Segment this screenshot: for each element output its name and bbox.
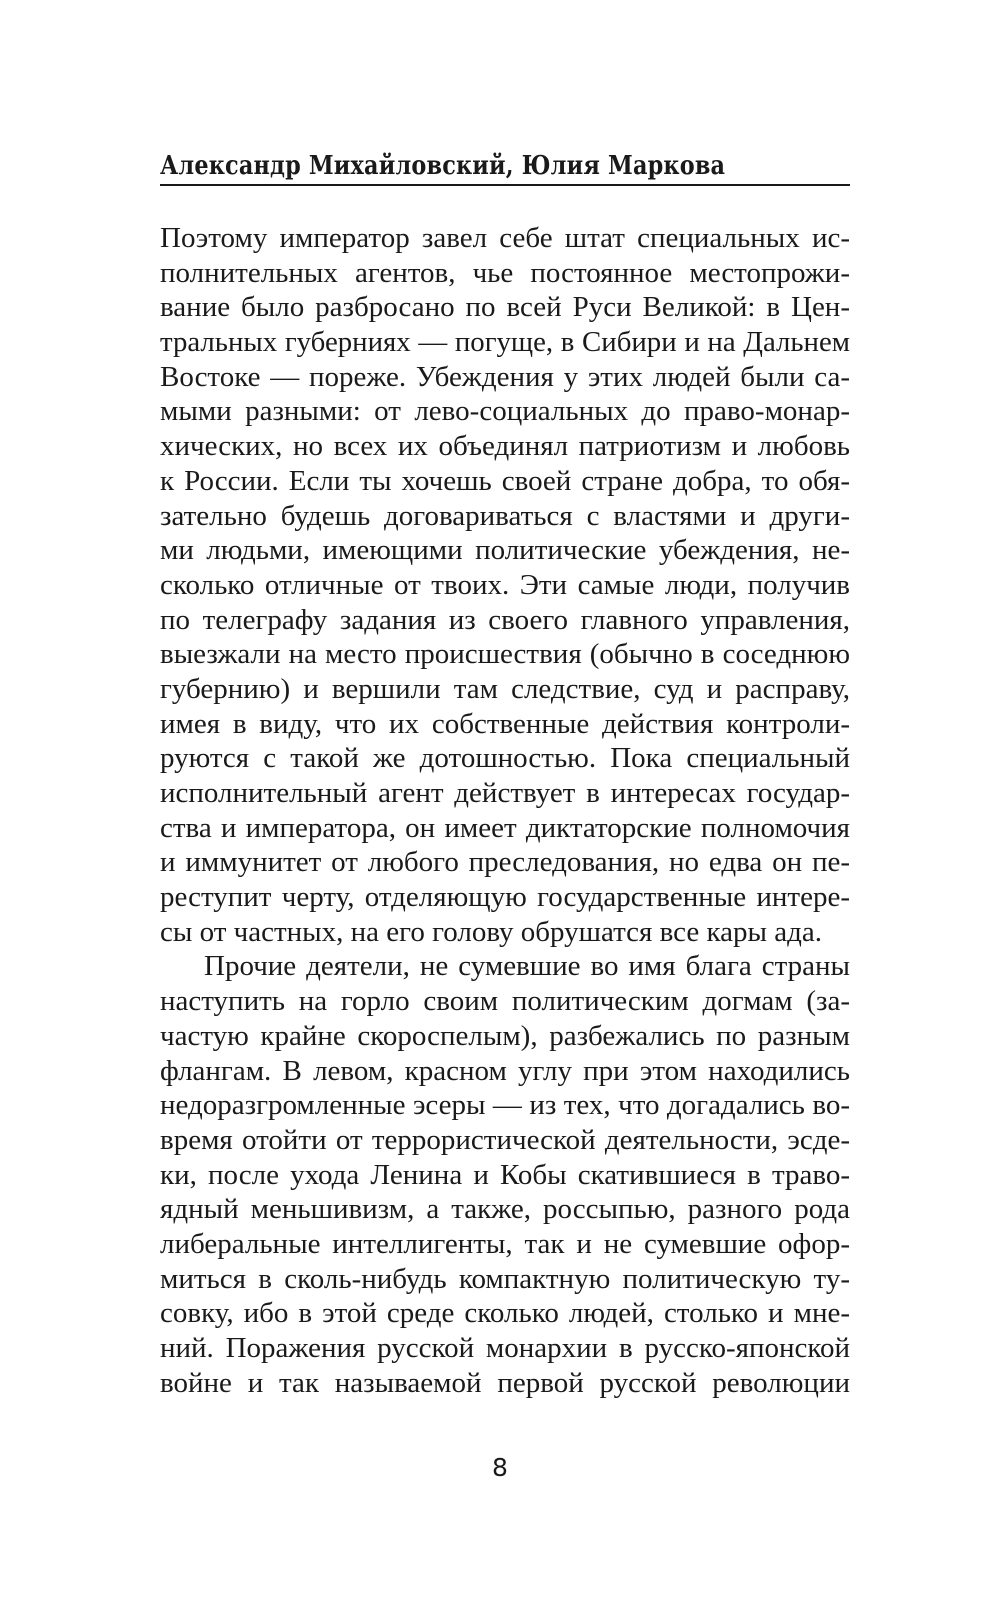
text-line: ядный меньшивизм, а также, россыпью, разного рода bbox=[160, 1193, 850, 1226]
text-line: по телеграфу задания из своего главного управления, bbox=[160, 603, 850, 636]
text-line: Востоке — пореже. Убеждения у этих людей были са- bbox=[160, 360, 850, 393]
text-line: сколько отличные от твоих. Эти самые люди, получив bbox=[160, 568, 850, 601]
text-line: ми людьми, имеющими политические убеждения, не- bbox=[160, 534, 850, 567]
text-line: тральных губерниях — погуще, в Сибири и на Дальнем bbox=[160, 326, 850, 359]
text-line: мыми разными: от лево-социальных до право-монар- bbox=[160, 395, 850, 428]
text-line: ства и императора, он имеет диктаторские полномочия bbox=[160, 811, 850, 844]
text-line: ки, после ухода Ленина и Кобы скатившиеся в траво- bbox=[160, 1158, 850, 1191]
text-line: ний. Поражения русской монархии в русско-японской bbox=[160, 1332, 850, 1364]
text-line: Поэтому император завел себе штат специальных ис- bbox=[160, 222, 850, 254]
text-line: Прочие деятели, не сумевшие во имя блага страны bbox=[204, 950, 850, 983]
text-line: либеральные интеллигенты, так и не сумевшие офор- bbox=[160, 1227, 850, 1260]
text-line: выезжали на место происшествия (обычно в соседнюю bbox=[160, 638, 850, 671]
text-line: частую крайне скороспелым), разбежались по разным bbox=[160, 1019, 850, 1052]
text-line: сы от частных, на его голову обрушатся все кары ада. bbox=[160, 915, 822, 948]
text-line: к России. Если ты хочешь своей стране добра, то обя- bbox=[160, 464, 850, 497]
header-rule bbox=[160, 184, 850, 186]
text-line: зательно будешь договариваться с властями и други- bbox=[160, 499, 850, 532]
text-line: полнительных агентов, чье постоянное местопрожи- bbox=[160, 256, 850, 289]
text-line: время отойти от террористической деятельности, эсде- bbox=[160, 1123, 850, 1156]
text-line: совку, ибо в этой среде сколько людей, столько и мне- bbox=[160, 1297, 850, 1330]
text-line: губернию) и вершили там следствие, суд и расправу, bbox=[160, 672, 850, 705]
text-line: исполнительный агент действует в интересах государ- bbox=[160, 777, 850, 809]
text-line: имея в виду, что их собственные действия контроли- bbox=[160, 707, 850, 740]
text-line: реступит черту, отделяющую государственные интере- bbox=[160, 881, 850, 914]
body-text bbox=[160, 221, 850, 1400]
text-line: хических, но всех их объединял патриотизм и любовь bbox=[160, 430, 850, 463]
text-line: и иммунитет от любого преследования, но едва он пе- bbox=[160, 846, 850, 879]
text-line: недоразгромленные эсеры — из тех, что догадались во- bbox=[160, 1089, 850, 1122]
text-line: миться в сколь-нибудь компактную политическую ту- bbox=[160, 1262, 850, 1295]
running-head-authors: Александр Михайловский, Юлия Маркова bbox=[160, 151, 726, 181]
text-line: флангам. В левом, красном углу при этом находились bbox=[160, 1054, 850, 1087]
text-line: войне и так называемой первой русской революции bbox=[160, 1366, 850, 1399]
text-line: вание было разбросано по всей Руси Великой: в Цен- bbox=[160, 291, 850, 324]
text-line: наступить на горло своим политическим догмам (за- bbox=[160, 985, 850, 1018]
page-number: 8 bbox=[492, 1453, 508, 1482]
text-line: руются с такой же дотошностью. Пока специальный bbox=[160, 742, 850, 775]
